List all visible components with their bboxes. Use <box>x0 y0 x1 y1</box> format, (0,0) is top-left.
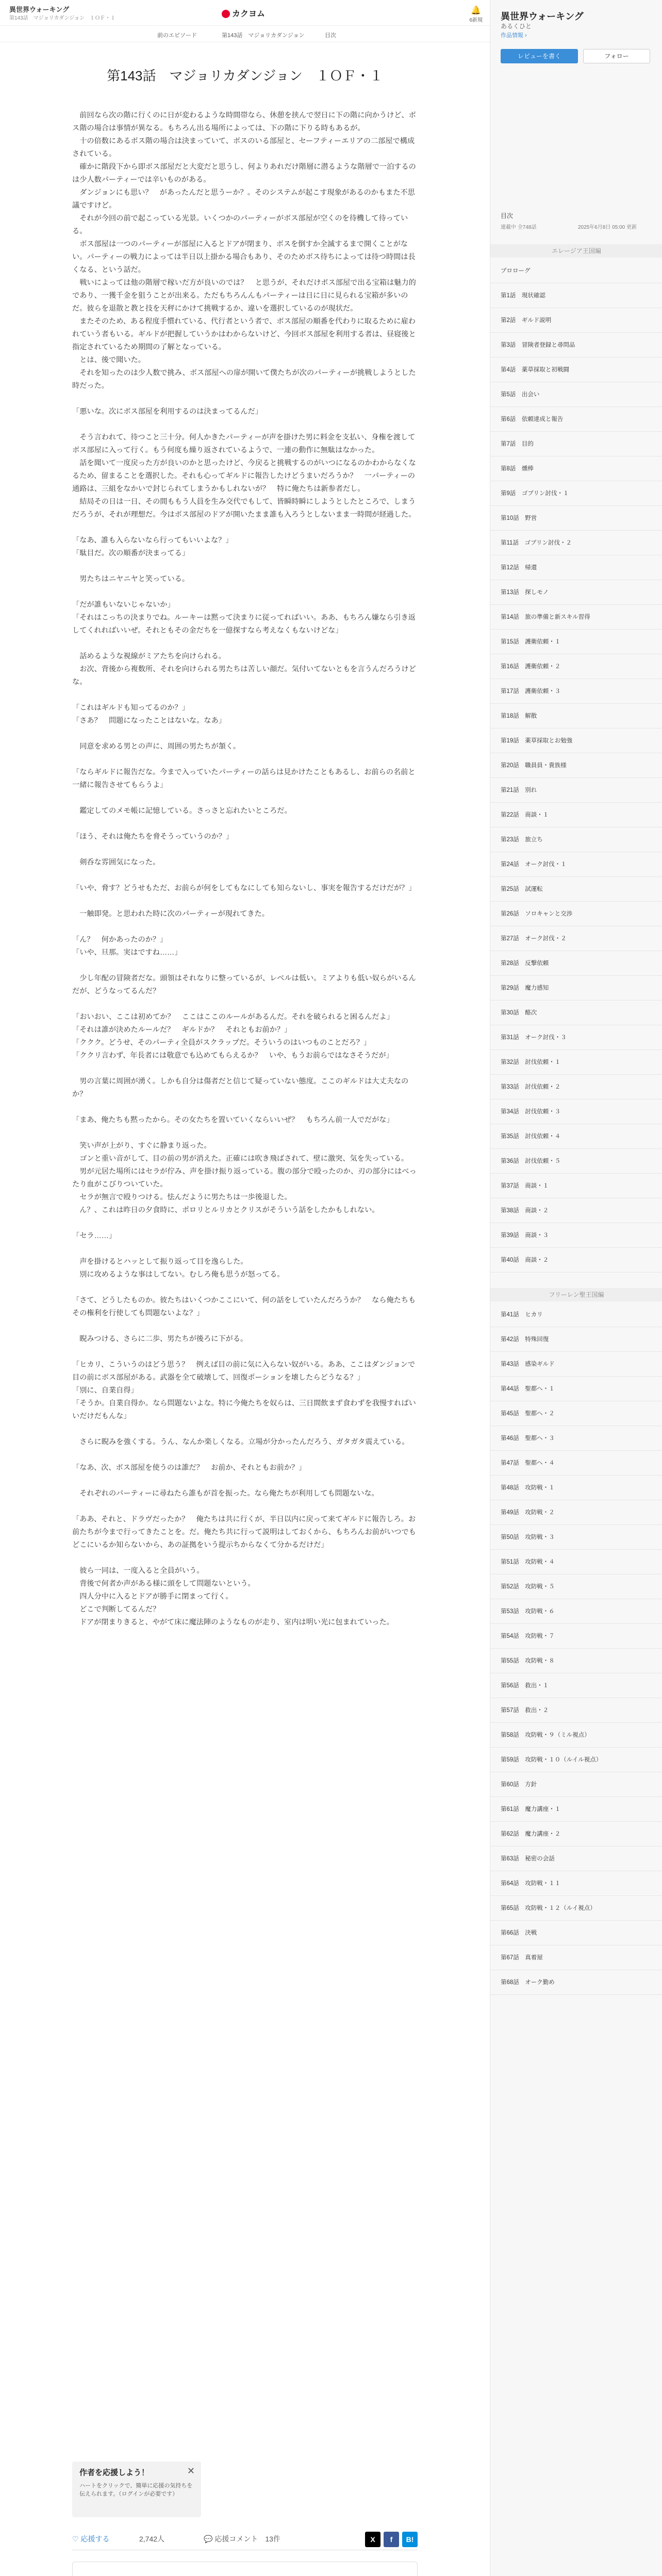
episode-paragraph: そう言われて、待つこと三十分。何人かきたパーティーが声を掛けた男に料金を支払い、身権を渡してボス部屋に入って行く。もう何度も繰り返されているようで、一連の動作に無駄はなかった。 <box>72 433 416 454</box>
episode-paragraph: 「そうか。自業自得か。なら問題ないよな。特に今俺たちを奴らは、三日間飲まず食わずを我慢すればいいだけだもんな」 <box>72 1399 416 1420</box>
sidebar-episode-item[interactable]: 第62話 魔力講座・２ <box>490 1822 662 1846</box>
sidebar-work-title[interactable]: 異世界ウォーキング <box>501 11 584 22</box>
sidebar-episode-item[interactable]: 第64話 攻防戦・１１ <box>490 1871 662 1896</box>
header-icons[interactable] <box>469 5 483 23</box>
support-author-box <box>72 2462 201 2517</box>
episode-paragraph <box>72 637 418 650</box>
episode-paragraph <box>72 753 418 766</box>
sidebar-episode-item[interactable]: 第23話 旅立ち <box>490 827 662 852</box>
episode-paragraph: 「ククリ言わず、年長者には敬意でも込めてもらえるか？ いや、もうお前らではなさそうだが」 <box>72 1052 393 1060</box>
notification-icon[interactable]: 🔔 <box>471 6 482 15</box>
sidebar-episode-item[interactable]: 第30話 酪次 <box>490 1001 662 1025</box>
episode-paragraph: セラが無言で殴りつける。怯んだように男たちは一歩後退した。 <box>72 1193 292 1201</box>
facebook-share-icon[interactable]: f <box>384 2532 399 2547</box>
sidebar-episode-item[interactable]: 第17話 護衛依頼・３ <box>490 679 662 704</box>
sidebar-episode-item[interactable]: 第15話 護衛依頼・１ <box>490 630 662 654</box>
episode-paragraph <box>72 792 418 805</box>
episode-paragraph: どこで判断してるんだ？ <box>72 1605 160 1614</box>
sidebar-episode-item[interactable]: 第66話 決戦 <box>490 1921 662 1945</box>
episode-body <box>72 109 418 1629</box>
episode-paragraph: 背後で何者か声がある様に頭をして問題ないという。 <box>72 1580 255 1588</box>
episode-paragraph: 「それは誰が決めたルールだ？ ギルドか？ それともお前か？」 <box>72 1026 292 1034</box>
hatena-share-icon[interactable]: B! <box>402 2532 418 2547</box>
x-share-icon[interactable]: X <box>365 2532 380 2547</box>
toc-link[interactable]: 目次 <box>325 32 336 39</box>
episode-paragraph: それぞれのパーティーに尋ねたら誰もが首を振った。なら俺たちが利用しても問題ないな。 <box>72 1489 379 1498</box>
episode-paragraph <box>72 1281 418 1294</box>
sidebar-episode-item[interactable]: 第33話 討伐依頼・２ <box>490 1075 662 1099</box>
sidebar-episode-item[interactable]: 第52話 攻防戦・５ <box>490 1574 662 1599</box>
episode-paragraph: 「まあ、俺たちも黙ったから。その女たちを置いていくならいいぜ？ もちろん前一人でだがな」 <box>72 1116 394 1124</box>
sidebar-episode-item[interactable]: 第56話 救出・１ <box>490 1673 662 1698</box>
sidebar-episode-item[interactable]: 第47話 聖都へ・４ <box>490 1451 662 1476</box>
sidebar-episode-item[interactable]: 第43話 感染ギルド <box>490 1352 662 1377</box>
sidebar-episode-item[interactable]: 第68話 オーク勤め <box>490 1970 662 1995</box>
episode-paragraph: 「ならギルドに報告だな。今まで入っていたパーティーの話らは見かけたこともあるし、お前らの名前と一緒に報告させてもらうよ」 <box>72 768 416 789</box>
episode-paragraph <box>72 895 418 908</box>
comment-count: 13件 <box>265 2535 280 2543</box>
sidebar <box>490 0 662 2576</box>
sidebar-episode-item[interactable]: 第37話 商談・１ <box>490 1174 662 1198</box>
sidebar-episode-item[interactable]: 第63話 秘密の会話 <box>490 1846 662 1871</box>
sidebar-episode-item[interactable]: 第39話 商談・３ <box>490 1223 662 1248</box>
follow-button[interactable]: フォロー <box>583 49 650 63</box>
sidebar-episode-item[interactable]: 第31話 オーク討伐・３ <box>490 1025 662 1050</box>
episode-paragraph: ダンジョンにも思い？ があったんだと思うーか？。そのシステムが起こす現象があるのかもまた不思議ですけど。 <box>72 189 415 210</box>
episode-paragraph: 男の言葉に周囲が湧く。しかも自分は傷者だと信じて疑っていない態度。ここのギルドは大丈夫なのか？ <box>72 1077 409 1098</box>
episode-paragraph: 「これはギルドも知ってるのか？」 <box>72 704 189 712</box>
sidebar-episode-item[interactable]: 第51話 攻防戦・４ <box>490 1550 662 1574</box>
episode-paragraph: 「ん？ 何かあったのか？」 <box>72 936 168 944</box>
sidebar-episode-item[interactable]: 第45話 聖都へ・２ <box>490 1401 662 1426</box>
sidebar-episode-item[interactable]: 第21話 別れ <box>490 778 662 803</box>
episode-paragraph: 結局その日は一日、その間ももう人員を生み交代でもして、皆瞬時瞬にしようとしたところで、しまうだろうが、それが理想だ。今はボス部屋のドアが開いたまま誰も入ろうとしないまま一時間が経過した。 <box>72 498 416 519</box>
episode-paragraph <box>72 393 418 405</box>
episode-paragraph <box>72 521 418 534</box>
support-box-desc: ハートをクリックで、簡単に応援の気持ちを伝えられます。（ログインが必要です） <box>79 2483 193 2497</box>
sidebar-episode-item[interactable]: 第40話 商談・２ <box>490 1248 662 1273</box>
sidebar-episode-item[interactable]: 第1話 現状確認 <box>490 283 662 308</box>
action-bar <box>72 2530 418 2550</box>
episode-paragraph: お次、背後から複数所、それを向けられる男たちは苦しい顔だ。気付いてないともを言うんだろうけどな。 <box>72 665 416 686</box>
sidebar-episode-item[interactable]: 第46話 聖都へ・３ <box>490 1426 662 1451</box>
episode-paragraph <box>72 418 418 431</box>
sidebar-episode-item[interactable]: 第60話 方針 <box>490 1772 662 1797</box>
comment-button[interactable]: 💬 応援コメント 13件 <box>204 2535 280 2543</box>
episode-paragraph: 「さあ？ 問題になったことはないな。なあ」 <box>72 717 226 725</box>
signup-box <box>72 2562 418 2576</box>
sidebar-status: 連載中 全748話 <box>501 225 537 230</box>
sidebar-episode-item[interactable]: 第35話 討伐依頼・４ <box>490 1124 662 1149</box>
episode-paragraph: ゴンと重い音がして、目の前の男が消えた。正確には吹き飛ばされて、壁に激突、気を失っている。 <box>72 1155 409 1163</box>
episode-paragraph: 「悪いな。次にボス部屋を利用するのは決まってるんだ」 <box>72 408 262 416</box>
episode-paragraph: 「おいおい、ここは初めてか？ ここはここのルールがあるんだ。それを破られると困るんだよ」 <box>72 1013 394 1021</box>
sidebar-episode-item[interactable]: 第10話 野営 <box>490 506 662 531</box>
sidebar-section-heading: エレージア王国編 <box>490 244 662 258</box>
header-work-title[interactable]: 異世界ウォーキング <box>9 6 70 13</box>
sidebar-episode-item[interactable]: プロローグ <box>490 259 662 283</box>
episode-paragraph: 「いや、旦那。実はですね……」 <box>72 948 182 957</box>
episode-paragraph: 十の倍数にあるボス階の場合は決まっていて、ボスのいる部屋と、セーフティーエリアの二部屋で構成されている。 <box>72 137 415 158</box>
episode-paragraph: 男たちはニヤニヤと笑っている。 <box>72 575 190 583</box>
sidebar-episode-item[interactable]: 第5話 出会い <box>490 382 662 407</box>
episode-paragraph <box>72 1552 418 1565</box>
episode-paragraph: 男が元居た場所にはセラが佇み、声を掛け振り返っている。腹の部分で殴ったのか、刃の部分にはべったり血がこびりついていた。 <box>72 1167 417 1189</box>
sidebar-episode-item[interactable]: 第44話 聖都へ・１ <box>490 1377 662 1401</box>
sidebar-toc-title: 目次 <box>501 212 514 219</box>
cheer-count: 2,742人 <box>139 2535 165 2543</box>
header-episode-label: 第143話 マジョリカダンジョン １ＯＦ・１ <box>9 15 116 21</box>
sidebar-episode-item[interactable]: 第36話 討伐依頼・５ <box>490 1149 662 1174</box>
episode-list <box>490 1302 662 1995</box>
sidebar-episode-item[interactable]: 第2話 ギルド説明 <box>490 308 662 333</box>
episode-paragraph: 「セラ……」 <box>72 1232 117 1240</box>
episode-paragraph <box>72 1101 418 1114</box>
sidebar-episode-item[interactable]: 第65話 攻防戦・１２（ルイ視点） <box>490 1896 662 1921</box>
episode-paragraph: 話めるような視線がミアたちを向けられる。 <box>72 652 226 660</box>
sidebar-episode-item[interactable]: 第12話 帰還 <box>490 555 662 580</box>
sidebar-episode-item[interactable]: 第6話 依頼達成と報告 <box>490 407 662 432</box>
sidebar-episode-item[interactable]: 第32話 討伐依頼・１ <box>490 1050 662 1075</box>
episode-paragraph: それが今回の前で起こっている光景。いくつかのパーティーがボス部屋が空くのを待機して待っている。 <box>72 214 408 235</box>
episode-paragraph: ボス部屋は一つのパーティーが部屋に入るとドアが閉まり、ボスを倒すか全滅するまで開くことがない。パーティーの戦力によっては半日以上掛かる場合もあり、そのためボス待ちによっては待つ時間は長くなる、という話だ。 <box>72 240 416 274</box>
episode-paragraph: 彼ら一同は、一度入ると全員がいう。 <box>72 1567 204 1575</box>
episode-paragraph: 「いや、脅す？どうせもただ、お前らが何をしてもなにしても知らないし、事実を報告するだけだが？」 <box>72 884 416 892</box>
episode-paragraph: 確かに階段下から即ボス部屋だと大変だと思うし、何よりあれだけ階層に潜るような階層で一泊するのは少人数パーティーでは辛いものがある。 <box>72 163 416 184</box>
sidebar-episode-item[interactable]: 第28話 反撃依頼 <box>490 951 662 976</box>
episode-paragraph: 「ヒカリ、こういうのはどう思う？ 例えば目の前に気に入らない奴がいる。ああ、ここはダンジョンで目の前にボス部屋がある。武器を全て破壊して、回復ポーションを壊したらどうなる？」 <box>72 1361 416 1382</box>
sidebar-episode-item[interactable]: 第57話 救出・２ <box>490 1698 662 1723</box>
sidebar-author[interactable]: あるくひと <box>501 23 532 30</box>
sidebar-episode-item[interactable]: 第61話 魔力講座・１ <box>490 1797 662 1822</box>
sidebar-episode-item[interactable]: 第59話 攻防戦・１０（ルイル視点） <box>490 1748 662 1772</box>
episode-paragraph <box>72 843 418 856</box>
episode-paragraph <box>72 1243 418 1256</box>
episode-paragraph: 声を掛けるとハッとして振り返って目を逸らした。 <box>72 1258 248 1266</box>
episode-paragraph: 「ククク。どうせ、そのパーティ全員がスクラップだ。そういうのはいつものことだろ？」 <box>72 1039 371 1047</box>
episode-paragraph <box>72 1475 418 1487</box>
episode-paragraph <box>72 1346 418 1359</box>
episode-paragraph: 「だが誰もいないじゃないか」 <box>72 601 175 609</box>
sidebar-episode-item[interactable]: 第34話 討伐依頼・３ <box>490 1099 662 1124</box>
share-buttons <box>362 2532 418 2547</box>
sidebar-episode-item[interactable]: 第11話 ゴブリン討伐・２ <box>490 531 662 555</box>
episode-paragraph: またそのため、ある程度手慣れている、代行者という者で、ボス部屋の順番を代わりに取るために雇われていう者もいる。ギルドが把握していうかはわからないけど、今回ボス部屋を利用する者は、昼寝後と指定されているため期間の了解となっている。 <box>72 317 416 351</box>
episode-paragraph: 鑑定してのメモ帳に記憶している。さっさと忘れたいところだ。 <box>72 807 292 815</box>
episode-paragraph <box>72 727 418 740</box>
episode-paragraph <box>72 921 418 934</box>
sidebar-episode-item[interactable]: 第41話 ヒカリ <box>490 1302 662 1327</box>
review-button[interactable]: レビューを書く <box>501 49 578 63</box>
support-box-title: 作者を応援しよう！ <box>79 2468 150 2477</box>
sidebar-episode-item[interactable]: 第19話 薬草採取とお勉強 <box>490 728 662 753</box>
sidebar-episode-item[interactable]: 第58話 攻防戦・９（ミル視点） <box>490 1723 662 1748</box>
episode-list <box>490 259 662 1273</box>
sidebar-episode-item[interactable]: 第49話 攻防戦・２ <box>490 1500 662 1525</box>
sidebar-episode-item[interactable]: 第13話 探しモノ <box>490 580 662 605</box>
episode-paragraph: 「ほう、それは俺たちを脅そうっていうのか？」 <box>72 833 234 841</box>
sidebar-episode-item[interactable]: 第16話 護衛依頼・２ <box>490 654 662 679</box>
sidebar-episode-item[interactable]: 第9話 ゴブリン討伐・１ <box>490 481 662 506</box>
sidebar-section-heading: フリーレン聖王国編 <box>490 1288 662 1301</box>
episode-subnav <box>0 27 490 42</box>
episode-paragraph <box>72 689 418 702</box>
sidebar-episode-item[interactable]: 第8話 燻棒 <box>490 456 662 481</box>
episode-paragraph: 「さて、どうしたものか。彼たちはいくつかここにいて、何の話をしていたんだろうか？ なら俺たちもその権利を行使しても問題ないよな？」 <box>72 1296 416 1317</box>
episode-paragraph: 剣呑な雰囲気になった。 <box>72 858 160 867</box>
sidebar-episode-item[interactable]: 第29話 魔力感知 <box>490 976 662 1001</box>
sidebar-episode-item[interactable]: 第27話 オーク討伐・２ <box>490 926 662 951</box>
episode-paragraph <box>72 1062 418 1075</box>
episode-paragraph <box>72 1217 418 1230</box>
episode-paragraph: 少し年配の冒険者だな。頭領はそれなりに整っているが、レベルは低い。ミアよりも低い奴らがいるんだが、どうなってるんだ？ <box>72 974 416 995</box>
episode-paragraph: 同意を求める男との声に、周囲の男たちが頷く。 <box>72 742 241 751</box>
episode-paragraph: 四人分中に入るとドアが勝手に閉まって行く。 <box>72 1592 233 1601</box>
prev-episode-link[interactable]: 前のエピソード <box>157 32 197 39</box>
sidebar-episode-item[interactable]: 第20話 職員員・貴族様 <box>490 753 662 778</box>
sidebar-episode-item[interactable]: 第42話 特殊回復 <box>490 1327 662 1352</box>
episode-title: 第143話 マジョリカダンジョン １ＯＦ・１ <box>107 68 383 83</box>
notification-count: 6新規 <box>469 18 483 23</box>
sidebar-episode-item[interactable]: 第55話 攻防戦・８ <box>490 1649 662 1673</box>
episode-paragraph <box>72 1500 418 1513</box>
episode-paragraph: さらに睨みを強くする。うん、なんか楽しくなる。立場が分かったんだろう、ガタガタ震えている。 <box>72 1438 409 1446</box>
cheer-button[interactable]: ♡ 応援する <box>72 2535 110 2543</box>
episode-paragraph: 睨みつける、さらに二歩、男たちが後ろに下がる。 <box>72 1335 248 1343</box>
episode-paragraph: 「別に、自業自得」 <box>72 1386 138 1395</box>
episode-paragraph: ドアが閉まりきると、やがて床に魔法陣のようなものが走り、室内は明い光に包まれていった。 <box>72 1618 394 1626</box>
episode-paragraph: 「なあ、誰も入らないなら行ってもいいよな？」 <box>72 536 233 545</box>
comment-label: 応援コメント <box>214 2535 258 2543</box>
sidebar-episode-item[interactable]: 第53話 攻防戦・６ <box>490 1599 662 1624</box>
sidebar-episode-item[interactable]: 第54話 攻防戦・７ <box>490 1624 662 1649</box>
episode-paragraph <box>72 1423 418 1436</box>
episode-paragraph: それを知ったのは少人数で挑み、ボス部屋への扉が開いて僕たちが次のパーティーが挑戦しようとした時だった。 <box>72 369 416 390</box>
episode-paragraph: 話を聞いて一度戻った方が良いのかと思ったけど、今戻ると挑戦するのがいつになるのかわからなくなるため、留まることを選択した。それも心ってギルドに報告したけどうまいだろうか？ 一パーティーの通路は、三組をなかいで封じられてしまうかもしれないが？ 特に俺たちは新参者だし。 <box>72 459 416 493</box>
sidebar-episode-item[interactable]: 第26話 ソロキャンと交渉 <box>490 902 662 926</box>
episode-paragraph <box>72 869 418 882</box>
site-logo[interactable] <box>222 7 265 19</box>
logo-text: カクヨム <box>232 10 266 19</box>
sidebar-episode-item[interactable]: 第25話 試運転 <box>490 877 662 902</box>
sidebar-episode-item[interactable]: 第4話 薬草採取と初戦闘 <box>490 358 662 382</box>
sidebar-episode-item[interactable]: 第18話 解散 <box>490 704 662 728</box>
sidebar-episode-item[interactable]: 第38話 商談・２ <box>490 1198 662 1223</box>
close-icon[interactable]: ✕ <box>187 2466 195 2476</box>
episode-paragraph <box>72 560 418 573</box>
episode-paragraph: 前回なら次の階に行くのに日が変わるような時間帯なら、休憩を挟んで翌日に下の階に向かうけど、ボス階の場合は事情が異なる。もちろん出る場所によっては、下の階に下りる時もあるが。 <box>72 111 416 132</box>
episode-paragraph <box>72 818 418 831</box>
logo-mark-icon <box>222 10 230 18</box>
sidebar-episode-item[interactable]: 第22話 商談・１ <box>490 803 662 827</box>
episode-paragraph: 「なあ、次、ボス部屋を使うのは誰だ？ お前か、それともお前か？」 <box>72 1464 306 1472</box>
episode-paragraph <box>72 586 418 599</box>
current-episode-link[interactable]: 第143話 マジョリカダンジョン <box>222 32 305 39</box>
sidebar-work-info-link[interactable]: 作品情報 › <box>501 32 527 39</box>
episode-paragraph <box>72 1127 418 1140</box>
sidebar-episode-item[interactable]: 第7話 目的 <box>490 432 662 456</box>
episode-paragraph <box>72 1449 418 1462</box>
sidebar-episode-item[interactable]: 第50話 攻防戦・３ <box>490 1525 662 1550</box>
sidebar-updated: 2025年6月8日 05:00 更新 <box>578 225 637 230</box>
episode-paragraph: とは、後で聞いた。 <box>72 356 145 364</box>
sidebar-episode-item[interactable]: 第67話 真着屋 <box>490 1945 662 1970</box>
episode-paragraph: 一触即発。と思われた時に次のパーティーが現れてきた。 <box>72 910 269 918</box>
episode-paragraph <box>72 998 418 1011</box>
episode-paragraph: 「駄目だ。次の順番が決まってる」 <box>72 549 190 557</box>
episode-paragraph: 笑い声が上がり、すぐに静まり返った。 <box>72 1142 211 1150</box>
sidebar-episode-item[interactable]: 第48話 攻防戦・１ <box>490 1476 662 1500</box>
sidebar-episode-item[interactable]: 第24話 オーク討伐・１ <box>490 852 662 877</box>
top-header <box>0 0 490 26</box>
sidebar-episode-item[interactable]: 第14話 旅の準備と新スキル習得 <box>490 605 662 630</box>
episode-paragraph <box>72 1320 418 1333</box>
episode-paragraph: 別に攻めるような事はしてない。むしろ俺も思うが怒ってる。 <box>72 1270 285 1279</box>
episode-paragraph: ん？、これは昨日の夕食時に、ポロリとルリカとクリスがそういう話をしたかもしれない。 <box>72 1206 379 1214</box>
episode-paragraph: 戦いによっては他の階層で稼いだ方が良いのでは？ と思うが、それだけボス部屋で出る宝箱は魅力的であり、一獲千金を狙うことが出来る。ただもちろんんもパーティーは日に日に見られる宝箱が多いのだ。彼らを退散と教と技を天秤にかけて挑戦するか、違いを選択しているのが現状だ。 <box>72 279 416 313</box>
episode-paragraph <box>72 959 418 972</box>
episode-paragraph: 「それはこっちの決まりでね。ルーキーは黙って決まりに従ってればいい。ああ、もちろん嫌なら引き返してくれればいいぜ。それともその金だちを一億探すなら考えなくもないけどな」 <box>72 614 416 635</box>
episode-paragraph: 「ああ、それと、ドラヴだったか？ 俺たちは共に行くが、半日以内に戻って来てギルドに報告しろ。お前たちが今まで行ってきたことを。だ。俺たち共に行って説明はしておくから、もちろんお前がいつでもどこにいるか知らないから、あの証拠をいう提示ちからなくて分かるだけだ」 <box>72 1515 416 1549</box>
sidebar-episode-item[interactable]: 第3話 冒険者登録と尋問品 <box>490 333 662 358</box>
